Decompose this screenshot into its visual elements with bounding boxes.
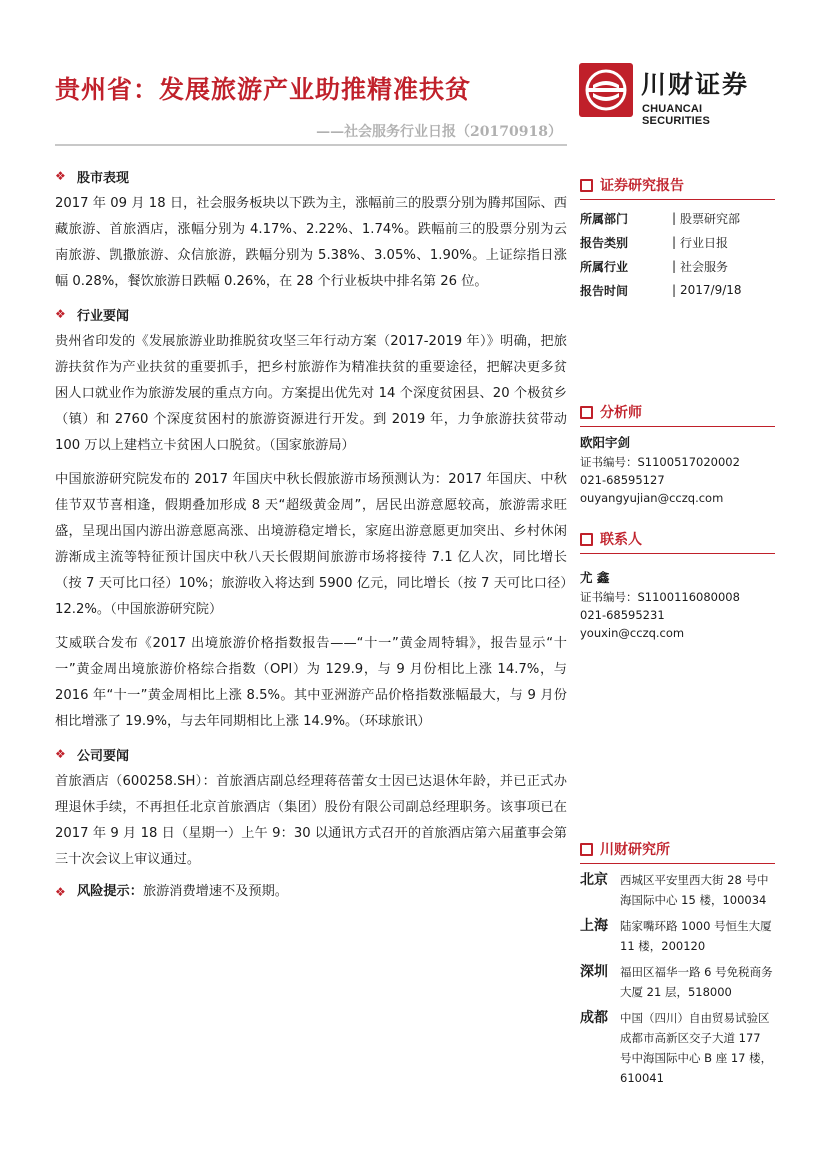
section-title: 行业要闻 [77, 308, 130, 324]
city-name: 深圳 [580, 964, 608, 980]
office-beijing [580, 870, 775, 910]
city-name: 上海 [580, 918, 608, 934]
analyst-email[interactable]: ouyangyujian@cczq.com [580, 491, 724, 505]
diamond-bullet-icon: ❖ [55, 885, 66, 899]
contact-email[interactable]: youxin@cczq.com [580, 626, 685, 640]
office-shenzhen [580, 962, 775, 1002]
city-address: 西城区平安里西大街 28 号中海国际中心 15 楼，100034 [620, 873, 769, 907]
analyst-cert: 证书编号：S1100517020002 [580, 455, 740, 469]
title-divider [55, 144, 567, 146]
info-separator: | [672, 259, 677, 273]
industry-paragraph: 艾威联合发布《2017 出境旅游价格指数报告——“十一”黄金周特辑》，报告显示“十一”黄金周出境旅游价格综合指数（OPI）为 129.9，与 9 月份相比上涨 14.7%，与 2016 年“十一”黄金周相比上涨 8.5%。其中亚洲游产品价格指数涨幅最大，与 9 月份相比增涨了 19.9%，与去年同期相比上涨 14.9%。（环球旅讯） [55, 636, 567, 729]
info-key: 报告类别 [580, 235, 629, 250]
sidebar-heading [580, 838, 775, 860]
sidebar-divider [580, 199, 775, 200]
info-separator: | [672, 211, 677, 225]
square-bullet-icon [580, 179, 593, 192]
analyst-phone: 021-68595127 [580, 473, 665, 487]
info-row [580, 230, 775, 254]
sidebar-heading [580, 401, 775, 423]
info-separator: | [672, 283, 677, 297]
city-address: 中国（四川）自由贸易试验区成都市高新区交子大道 177 号中海国际中心 B 座 17 楼，610041 [620, 1011, 773, 1085]
contact-cert: 证书编号：S1100116080008 [580, 590, 740, 604]
info-row [580, 254, 775, 278]
sidebar-heading-text: 证券研究报告 [600, 178, 684, 194]
logo-english-name: CHUANCAI SECURITIES [642, 103, 711, 127]
info-value: 股票研究部 [680, 211, 741, 226]
risk-text: 旅游消费增速不及预期。 [142, 884, 288, 899]
info-key: 所属行业 [580, 259, 629, 274]
sidebar-institute [580, 838, 775, 1094]
contact-name: 尤 鑫 [580, 570, 610, 585]
square-bullet-icon [580, 533, 593, 546]
section-header-market [55, 165, 567, 187]
info-value: 2017/9/18 [680, 283, 742, 297]
info-key: 所属部门 [580, 211, 629, 226]
chuancai-logo-icon [579, 63, 633, 117]
info-row [580, 206, 775, 230]
sidebar-divider [580, 426, 775, 427]
sidebar-contact [580, 528, 775, 642]
contact-phone: 021-68595231 [580, 608, 665, 622]
sidebar-heading-text: 川财研究所 [600, 842, 670, 858]
analyst-name: 欧阳宇剑 [580, 435, 631, 450]
main-content [55, 165, 567, 905]
sidebar-analyst [580, 401, 775, 507]
city-address: 福田区福华一路 6 号免税商务大厦 21 层，518000 [620, 965, 773, 999]
market-paragraph: 2017 年 09 月 18 日，社会服务板块以下跌为主，涨幅前三的股票分别为腾邦国际、西藏旅游、首旅酒店，涨幅分别为 4.17%、2.22%、1.74%。跌幅前三的股票分别为云南旅游、凯撒旅游、众信旅游，跌幅分别为 5.38%、3.05%、1.90%。上证综指日涨幅 0.28%，餐饮旅游日跌幅 0.26%，在 28 个行业板块中排名第 26 位。 [55, 196, 567, 289]
sidebar-heading [580, 174, 775, 196]
sidebar-divider [580, 553, 775, 554]
section-header-company [55, 743, 567, 765]
diamond-bullet-icon: ❖ [55, 747, 66, 761]
square-bullet-icon [580, 406, 593, 419]
city-address: 陆家嘴环路 1000 号恒生大厦 11 楼，200120 [620, 919, 772, 953]
info-row [580, 278, 775, 302]
diamond-bullet-icon: ❖ [55, 169, 66, 183]
company-logo [579, 63, 769, 127]
info-value: 社会服务 [680, 259, 729, 274]
risk-warning [55, 881, 567, 905]
page-subtitle: ——社会服务行业日报（20170918） [316, 124, 562, 140]
sidebar-report-info [580, 174, 775, 302]
sidebar-heading-text: 分析师 [600, 405, 642, 421]
square-bullet-icon [580, 843, 593, 856]
info-key: 报告时间 [580, 283, 629, 298]
info-separator: | [672, 235, 677, 249]
risk-label: 风险提示： [77, 884, 143, 899]
office-chengdu [580, 1008, 775, 1088]
section-title: 股市表现 [77, 170, 130, 186]
logo-chinese-name: 川财证券 [641, 70, 750, 99]
office-shanghai [580, 916, 775, 956]
city-name: 北京 [580, 872, 608, 888]
sidebar-heading [580, 528, 775, 550]
section-title: 公司要闻 [77, 748, 130, 764]
sidebar-divider [580, 863, 775, 864]
company-paragraph: 首旅酒店（600258.SH）：首旅酒店副总经理蒋蓓蕾女士因已达退休年龄，并已正式办理退休手续，不再担任北京首旅酒店（集团）股份有限公司副总经理职务。该事项已在 2017 年 9 月 18 日（星期一）上午 9：30 以通讯方式召开的首旅酒店第六届董事会第三十次会议上审议通过。 [55, 774, 567, 867]
page-title: 贵州省：发展旅游产业助推精准扶贫 [55, 75, 472, 104]
info-value: 行业日报 [680, 235, 729, 250]
section-header-industry [55, 303, 567, 325]
industry-paragraph: 中国旅游研究院发布的 2017 年国庆中秋长假旅游市场预测认为：2017 年国庆、中秋佳节双节喜相逢，假期叠加形成 8 天“超级黄金周”，居民出游意愿较高，旅游需求旺盛，呈现出国内游出游意愿高涨、出境游稳定增长，家庭出游意愿更加突出、乡村休闲游渐成主流等特征预计国庆中秋八天长假期间旅游市场将接待 7.1 亿人次，同比增长（按 7 天可比口径）10%；旅游收入将达到 5900 亿元，同比增长（按 7 天可比口径）12.2%。（中国旅游研究院） [55, 472, 567, 617]
diamond-bullet-icon: ❖ [55, 307, 66, 321]
sidebar-heading-text: 联系人 [600, 532, 642, 548]
industry-paragraph: 贵州省印发的《发展旅游业助推脱贫攻坚三年行动方案（2017-2019 年）》明确，把旅游扶贫作为产业扶贫的重要抓手，把乡村旅游作为精准扶贫的重要途径，把解决更多贫困人口就业作为旅游发展的重点方向。方案提出优先对 14 个深度贫困县、20 个极贫乡（镇）和 2760 个深度贫困村的旅游资源进行开发。到 2019 年，力争旅游扶贫带动 100 万以上建档立卡贫困人口脱贫。（国家旅游局） [55, 334, 567, 453]
city-name: 成都 [580, 1010, 608, 1026]
